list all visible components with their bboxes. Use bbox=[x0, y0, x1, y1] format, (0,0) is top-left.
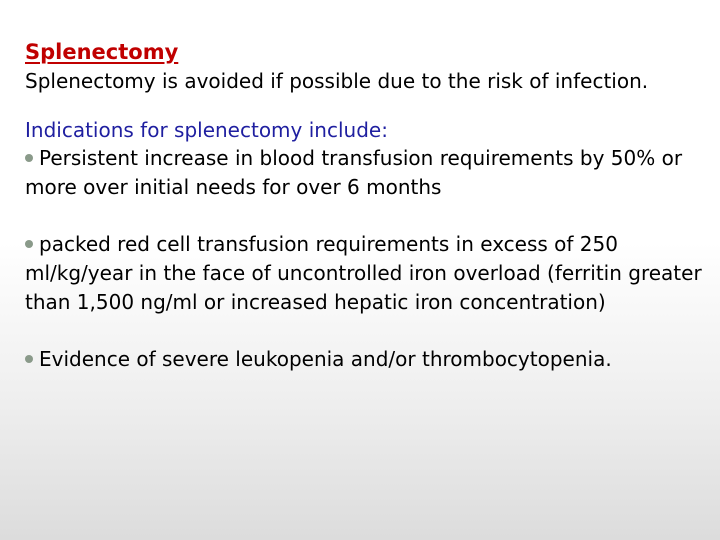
bullet-text: packed red cell transfusion requirements in excess of 250 ml/kg/year in the face of uncontrolled iron overload (ferritin greater than 1,500 ng/ml or increased hepatic iron concentration) bbox=[25, 232, 702, 314]
bullet-dot-icon bbox=[25, 240, 33, 248]
bullet-item bbox=[25, 230, 705, 317]
bullet-text: Persistent increase in blood transfusion requirements by 50% or more over initial needs for over 6 months bbox=[25, 146, 683, 199]
bullet-dot-icon bbox=[25, 154, 33, 162]
slide-content bbox=[25, 38, 705, 374]
bullet-item bbox=[25, 144, 705, 202]
bullet-item bbox=[25, 345, 705, 374]
indications-heading: Indications for splenectomy include: bbox=[25, 118, 388, 142]
bullet-text: Evidence of severe leukopenia and/or thrombocytopenia. bbox=[39, 347, 612, 371]
intro-text: Splenectomy is avoided if possible due to the risk of infection. bbox=[25, 69, 649, 93]
slide-title: Splenectomy bbox=[25, 40, 179, 64]
bullet-dot-icon bbox=[25, 355, 33, 363]
